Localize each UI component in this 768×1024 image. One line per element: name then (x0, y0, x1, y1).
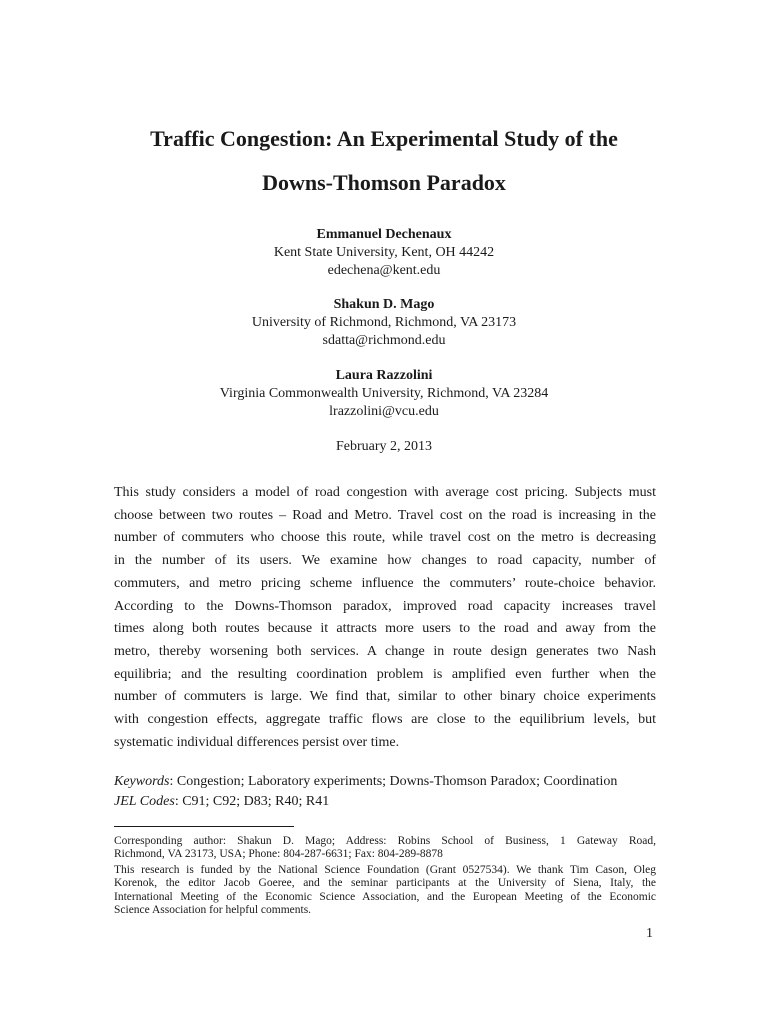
abstract-line: systematic individual differences persist over time. (114, 734, 400, 750)
author-name: Laura Razzolini (335, 368, 433, 383)
author-affiliation: Kent State University, Kent, OH 44242 (273, 245, 495, 260)
author-email: edechena@kent.edu (327, 263, 441, 278)
jel-codes-label: JEL Codes (114, 794, 175, 809)
footnote-line: This research is funded by the National Science Foundation (Grant 0527534). We thank Tim Cason, Oleg (114, 864, 656, 876)
abstract-line: choose between two routes – Road and Metro. Travel cost on the road is increasing in the (114, 507, 656, 523)
abstract-line: commuters, and metro pricing scheme influence the commuters’ route-choice behavior. (114, 575, 656, 591)
abstract-line: equilibria; and the resulting coordination problem is amplified even further when the (114, 666, 656, 682)
author-email: lrazzolini@vcu.edu (329, 404, 439, 419)
abstract-line: number of commuters who choose this route, while travel cost on the metro is decreasing (114, 530, 656, 546)
abstract-line: This study considers a model of road congestion with average cost pricing. Subjects must (114, 485, 656, 500)
footnote-line: International Meeting of the Economic Science Association, and the European Meeting of the Economic (114, 890, 656, 903)
author-email: sdatta@richmond.edu (322, 333, 446, 348)
keywords (114, 772, 674, 792)
keywords-text: : Congestion; Laboratory experiments; Downs-Thomson Paradox; Coordination (169, 774, 618, 789)
footnote-funding (114, 864, 656, 917)
keywords-label: Keywords (114, 774, 170, 789)
footnote-line: Corresponding author: Shakun D. Mago; Address: Robins School of Business, 1 Gateway Road, (114, 835, 656, 847)
author-block-3 (0, 367, 768, 421)
abstract-line: in the number of its users. We examine how changes to road capacity, number of (114, 553, 656, 569)
page-number: 1 (646, 926, 653, 941)
author-block-2 (0, 296, 768, 350)
author-name: Emmanuel Dechenaux (316, 227, 452, 242)
author-name: Shakun D. Mago (333, 297, 435, 312)
paper-title-line-1: Traffic Congestion: An Experimental Study of the (150, 126, 618, 151)
abstract (114, 482, 656, 754)
footnote-line: Science Association for helpful comments. (114, 903, 312, 916)
author-affiliation: Virginia Commonwealth University, Richmond, VA 23284 (219, 386, 549, 401)
author-affiliation: University of Richmond, Richmond, VA 23173 (251, 315, 517, 330)
footnote-divider (114, 826, 294, 827)
paper-date: February 2, 2013 (335, 439, 433, 454)
footnote-line: Korenok, the editor Jacob Goeree, and the seminar participants at the University of Siena, Italy, the (114, 877, 656, 890)
abstract-line: According to the Downs-Thomson paradox, improved road capacity increases travel (114, 598, 656, 614)
footnote-line: Richmond, VA 23173, USA; Phone: 804-287-6631; Fax: 804-289-8878 (114, 848, 443, 861)
abstract-line: number of commuters is large. We find that, similar to other binary choice experiments (114, 689, 656, 705)
jel-codes (114, 792, 674, 812)
jel-codes-text: : C91; C92; D83; R40; R41 (174, 794, 330, 809)
paper-title-line-2: Downs-Thomson Paradox (262, 170, 506, 195)
author-block-1 (0, 226, 768, 280)
abstract-line: with congestion effects, aggregate traffic flows are close to the equilibrium levels, but (114, 712, 656, 728)
abstract-line: metro, thereby worsening both services. A change in route design generates two Nash (114, 643, 656, 659)
abstract-line: times along both routes because it attracts more users to the road and away from the (114, 621, 656, 637)
footnote-corresponding (114, 835, 656, 862)
